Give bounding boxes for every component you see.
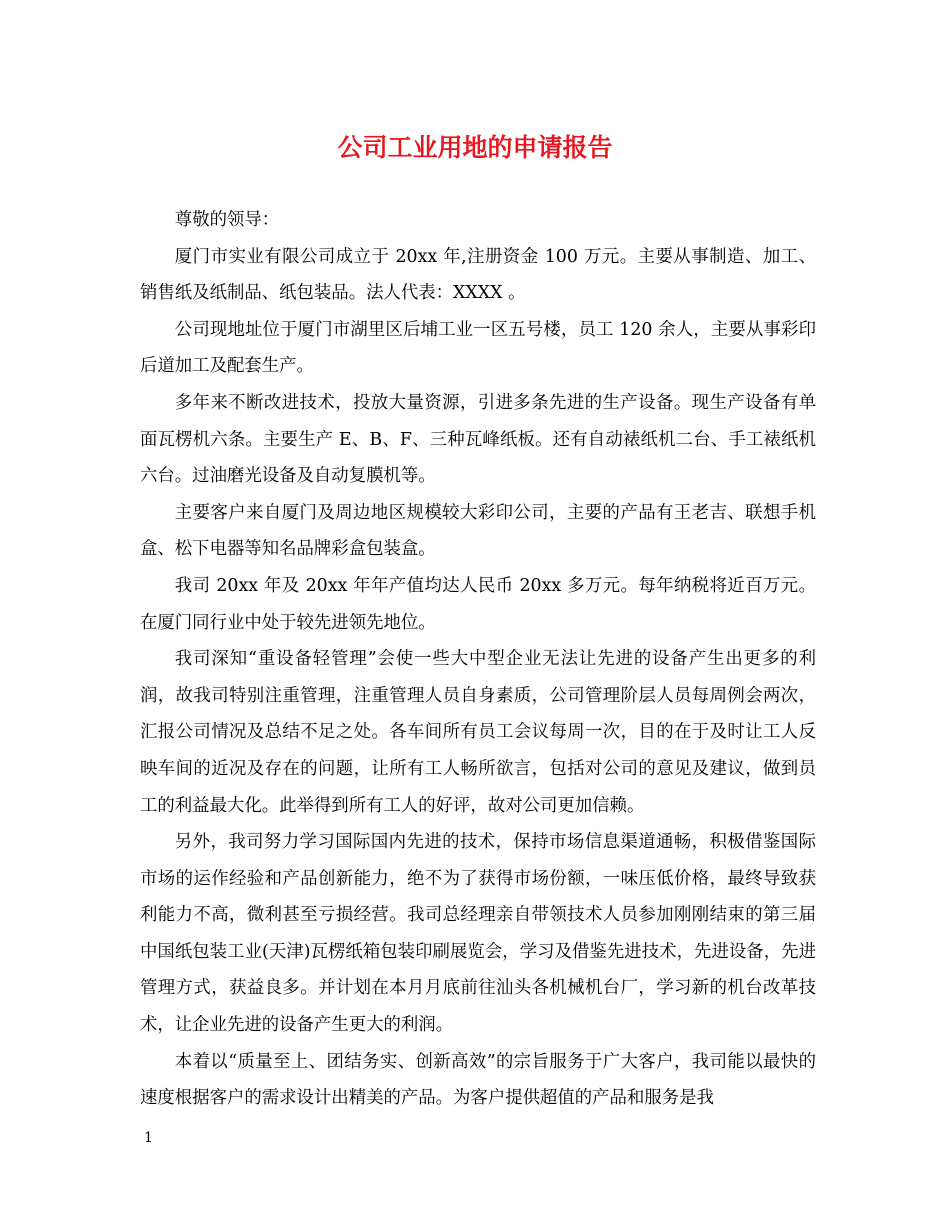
document-body (140, 202, 816, 1117)
paragraph-management: 我司深知“重设备轻管理”会使一些大中型企业无法让先进的设备产生出更多的利润，故我司特别注重管理，注重管理人员自身素质，公司管理阶层人员每周例会两次，汇报公司情况及总结不足之处。各车间所有员工会议每周一次，目的在于及时让工人反映车间的近况及存在的问题，让所有工人畅所欲言，包括对公司的意见及建议，做到员工的利益最大化。此举得到所有工人的好评，故对公司更加信赖。 (140, 649, 816, 816)
paragraph-address: 公司现地址位于厦门市湖里区后埔工业一区五号楼，员工 120 余人，主要从事彩印后道加工及配套生产。 (140, 319, 816, 377)
paragraph-output: 我司 20xx 年及 20xx 年年产值均达人民币 20xx 多万元。每年纳税将近百万元。在厦门同行业中处于较先进领先地位。 (140, 575, 816, 633)
page-number: 1 (144, 1130, 153, 1146)
paragraph-customers: 主要客户来自厦门及周边地区规模较大彩印公司，主要的产品有王老吉、联想手机盒、松下电器等知名品牌彩盒包装盒。 (140, 502, 816, 560)
paragraph-company-intro: 厦门市实业有限公司成立于 20xx 年,注册资金 100 万元。主要从事制造、加工、销售纸及纸制品、纸包装品。法人代表：XXXX 。 (140, 246, 816, 304)
paragraph-equipment: 多年来不断改进技术，投放大量资源，引进多条先进的生产设备。现生产设备有单面瓦楞机六条。主要生产 E、B、F、三种瓦峰纸板。还有自动裱纸机二台、手工裱纸机六台。过油磨光设备及自动复膜机等。 (140, 392, 816, 487)
paragraph-service: 本着以“质量至上、团结务实、创新高效”的宗旨服务于广大客户，我司能以最快的速度根据客户的需求设计出精美的产品。为客户提供超值的产品和服务是我 (140, 1051, 816, 1109)
paragraph-learning: 另外，我司努力学习国际国内先进的技术，保持市场信息渠道通畅，积极借鉴国际市场的运作经验和产品创新能力，绝不为了获得市场份额，一味压低价格，最终导致获利能力不高，微利甚至亏损经营。我司总经理亲自带领技术人员参加刚刚结束的第三届中国纸包装工业(天津)瓦楞纸箱包装印刷展览会，学习及借鉴先进技术，先进设备，先进管理方式，获益良多。并计划在本月月底前往汕头各机械机台厂，学习新的机台改革技术，让企业先进的设备产生更大的利润。 (140, 832, 816, 1036)
document-title: 公司工业用地的申请报告 (337, 133, 613, 162)
salutation: 尊敬的领导： (174, 210, 280, 230)
